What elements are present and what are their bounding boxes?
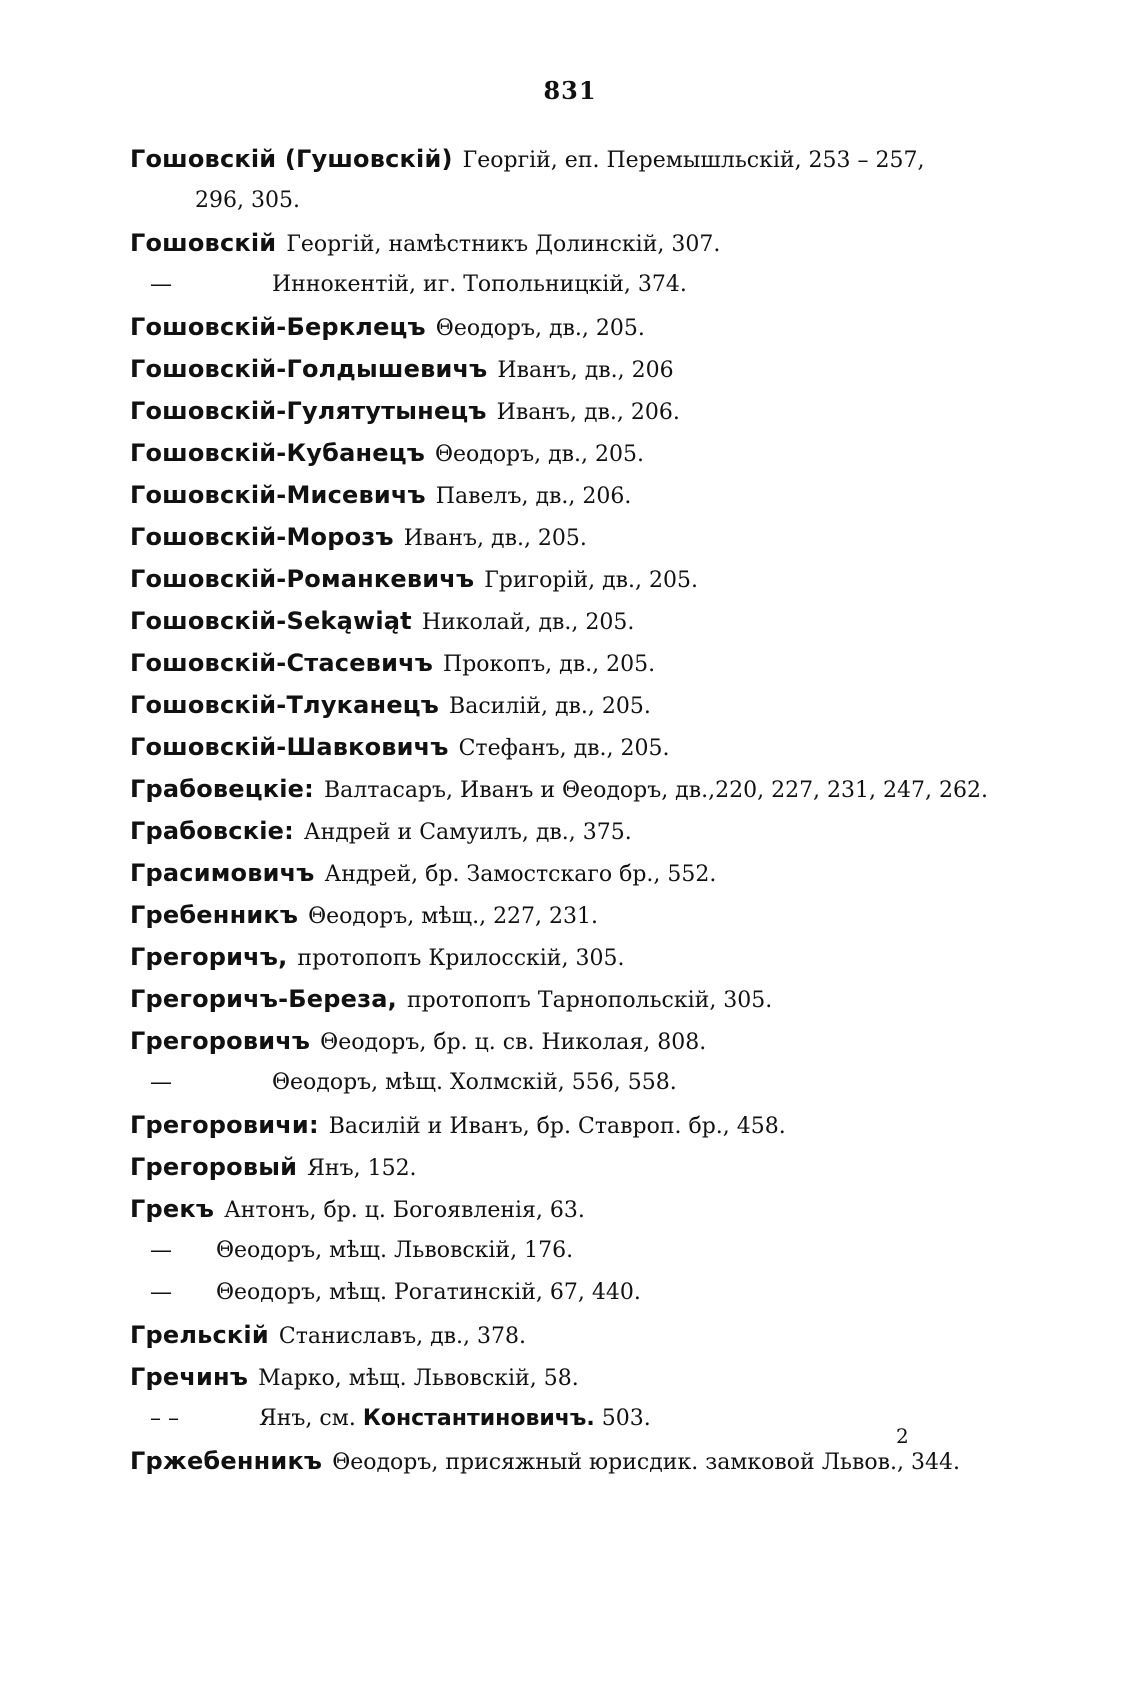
- entry-details: Θеодоръ, мѣщ., 227, 231.: [308, 904, 599, 929]
- entry-details: Θеодоръ, мѣщ. Львовскій, 176.: [216, 1238, 574, 1263]
- ditto-dash: —: [150, 1280, 172, 1305]
- entry-name: Гошовскій-Стасевичъ: [130, 649, 434, 677]
- entry-name: Грегоричъ,: [130, 943, 288, 971]
- entry-details: Янъ, 152.: [307, 1156, 417, 1181]
- index-entry: [130, 684, 1090, 726]
- entry-details: Станиславъ, дв., 378.: [278, 1324, 526, 1349]
- entry-name: Грекъ: [130, 1195, 215, 1223]
- entry-name: Гошовскій-Мисевичъ: [130, 481, 426, 509]
- entry-details: Марко, мѣщ. Львовскій, 58.: [258, 1366, 579, 1391]
- entry-name: Грабовецкіе:: [130, 775, 314, 803]
- index-entry: [130, 516, 1090, 558]
- cross-reference-name: Константиновичъ.: [362, 1406, 595, 1431]
- entry-name: Гржебенникъ: [130, 1447, 323, 1475]
- entry-details: Θеодоръ, мѣщ. Рогатинскій, 67, 440.: [216, 1280, 641, 1305]
- entry-name: Гошовскій-Кубанецъ: [130, 439, 425, 467]
- page-number: 831: [543, 76, 597, 105]
- index-entry: [130, 432, 1090, 474]
- entry-name: Гошовскій-Гулятутынецъ: [130, 397, 487, 425]
- index-entry-continuation: [130, 180, 1090, 222]
- entry-details: Янъ, см.: [259, 1406, 356, 1431]
- entry-name: Гошовскій-Голдышевичъ: [130, 355, 488, 383]
- index-entry: [130, 1440, 1090, 1482]
- entry-details-page: 503.: [601, 1406, 651, 1431]
- entry-details: Стефанъ, дв., 205.: [458, 736, 670, 761]
- entry-name: Гошовскій-Шавковичъ: [130, 733, 449, 761]
- index-entry-ditto: [130, 1398, 1090, 1440]
- index-entry: [130, 1104, 1090, 1146]
- index-entry: [130, 474, 1090, 516]
- entry-details: Андрей, бр. Замостскаго бр., 552.: [324, 862, 717, 887]
- entry-name: Грегоровичъ: [130, 1027, 311, 1055]
- entry-name: Гошовскій-Sekąwiąt: [130, 607, 412, 635]
- entry-name: Грегоровичи:: [130, 1111, 319, 1139]
- index-entry: [130, 222, 1090, 264]
- index-entry: [130, 642, 1090, 684]
- ditto-dash: —: [150, 272, 172, 297]
- index-entry: [130, 936, 1090, 978]
- index-entry: [130, 1020, 1090, 1062]
- entry-name: Гошовскій (Гушовскій): [130, 145, 453, 173]
- entry-details: Θеодоръ, мѣщ. Холмскій, 556, 558.: [272, 1070, 677, 1095]
- ditto-dash: —: [150, 1238, 172, 1263]
- index-entry: [130, 348, 1090, 390]
- index-entry: [130, 558, 1090, 600]
- entry-details: Иннокентій, иг. Топольницкій, 374.: [272, 272, 687, 297]
- entry-details: Николай, дв., 205.: [421, 610, 635, 635]
- entry-details: Иванъ, дв., 206.: [496, 400, 680, 425]
- entry-name: Гребенникъ: [130, 901, 299, 929]
- index-entry: [130, 306, 1090, 348]
- index-entry-ditto: [130, 1062, 1090, 1104]
- entry-name: Грегоровый: [130, 1153, 298, 1181]
- index-entries: [130, 138, 1090, 1482]
- entry-details: Георгій, намѣстникъ Долинскій, 307.: [286, 232, 721, 257]
- index-entry: [130, 390, 1090, 432]
- index-entry: [130, 1314, 1090, 1356]
- entry-details: Иванъ, дв., 205.: [403, 526, 587, 551]
- entry-name: Гошовскій-Берклецъ: [130, 313, 426, 341]
- entry-details: Θеодоръ, бр. ц. св. Николая, 808.: [320, 1030, 707, 1055]
- entry-name: Гошовскій-Морозъ: [130, 523, 394, 551]
- index-entry: [130, 1356, 1090, 1398]
- index-entry: [130, 810, 1090, 852]
- index-entry: [130, 1188, 1090, 1230]
- entry-details: Θеодоръ, дв., 205.: [434, 442, 645, 467]
- entry-name: Гошовскій-Романкевичъ: [130, 565, 475, 593]
- entry-name: Гошовскій: [130, 229, 277, 257]
- entry-details: Антонъ, бр. ц. Богоявленія, 63.: [224, 1198, 585, 1223]
- entry-details: Θеодоръ, присяжный юрисдик. замковой Львов., 344.: [332, 1450, 961, 1475]
- entry-name: Грабовскіе:: [130, 817, 294, 845]
- ditto-dash: —: [150, 1070, 172, 1095]
- index-entry-ditto: [130, 264, 1090, 306]
- index-entry: [130, 978, 1090, 1020]
- index-entry: [130, 600, 1090, 642]
- signature-mark: 2: [896, 1424, 909, 1448]
- index-entry-ditto: [130, 1230, 1090, 1272]
- index-entry: [130, 894, 1090, 936]
- entry-details: протопопъ Тарнопольскій, 305.: [406, 988, 773, 1013]
- entry-name: Гошовскій-Тлуканецъ: [130, 691, 440, 719]
- index-entry: [130, 726, 1090, 768]
- index-entry: [130, 768, 1090, 810]
- entry-details: протопопъ Крилосскій, 305.: [297, 946, 625, 971]
- index-entry: [130, 852, 1090, 894]
- index-entry: [130, 1146, 1090, 1188]
- entry-details: Григорій, дв., 205.: [484, 568, 698, 593]
- entry-details: Василій и Иванъ, бр. Ставроп. бр., 458.: [328, 1114, 786, 1139]
- index-entry: [130, 138, 1090, 180]
- entry-details: Иванъ, дв., 206: [497, 358, 674, 383]
- entry-details: Павелъ, дв., 206.: [435, 484, 632, 509]
- entry-details: Валтасаръ, Иванъ и Θеодоръ, дв.,220, 227, 231, 247, 262.: [323, 778, 988, 803]
- ditto-dash: – –: [150, 1406, 179, 1431]
- index-entry-ditto: [130, 1272, 1090, 1314]
- entry-details: Георгій, еп. Перемышльскій, 253 – 257,: [462, 148, 925, 173]
- entry-details: Θеодоръ, дв., 205.: [435, 316, 645, 341]
- entry-details: Андрей и Самуилъ, дв., 375.: [303, 820, 632, 845]
- entry-details: Прокопъ, дв., 205.: [443, 652, 656, 677]
- entry-name: Грасимовичъ: [130, 859, 315, 887]
- entry-details: Василій, дв., 205.: [449, 694, 651, 719]
- entry-name: Грельскій: [130, 1321, 269, 1349]
- entry-details: 296, 305.: [195, 188, 300, 213]
- entry-name: Грегоричъ-Береза,: [130, 985, 397, 1013]
- entry-name: Гречинъ: [130, 1363, 249, 1391]
